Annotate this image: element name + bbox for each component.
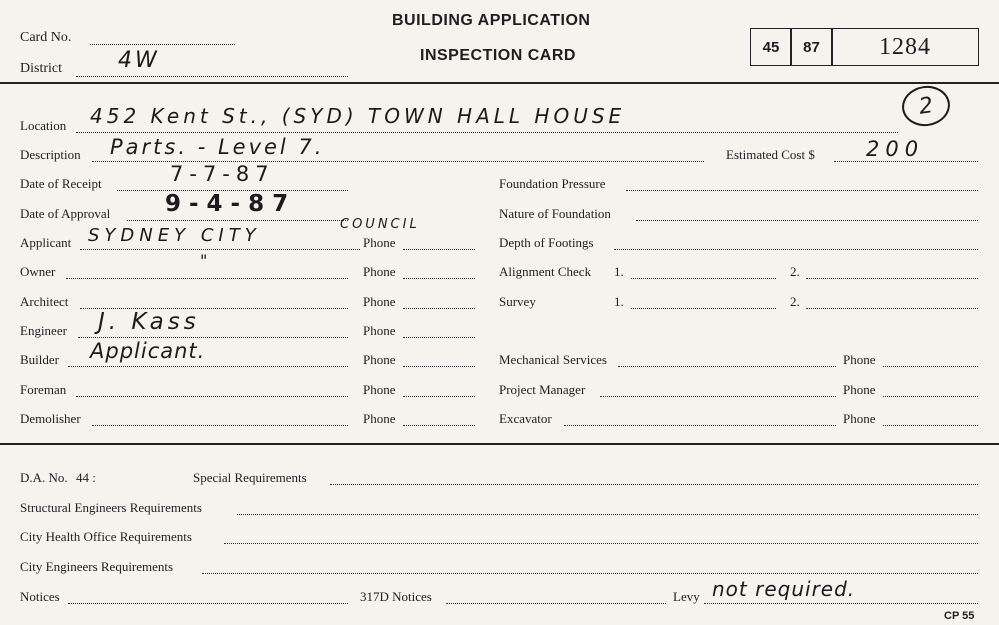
title-line1: BUILDING APPLICATION	[392, 12, 591, 29]
survey-num2: 2.	[790, 294, 800, 309]
form-code: CP 55	[944, 610, 975, 622]
mechanical-field[interactable]	[618, 366, 836, 367]
engineers-req-field[interactable]	[202, 573, 978, 574]
owner-phone-field[interactable]	[403, 278, 475, 279]
demolisher-label: Demolisher	[20, 411, 81, 426]
survey-field-2[interactable]	[806, 308, 978, 309]
notices-317d-field[interactable]	[446, 603, 666, 604]
levy-field[interactable]	[704, 603, 978, 604]
da-no-value: 44 :	[76, 470, 96, 485]
engineer-phone-label: Phone	[363, 323, 396, 338]
foreman-field[interactable]	[76, 396, 348, 397]
date-receipt-value: 7-7-87	[170, 162, 275, 186]
depth-footings-label: Depth of Footings	[499, 235, 594, 250]
mechanical-phone-label: Phone	[843, 352, 876, 367]
engineer-phone-field[interactable]	[403, 337, 475, 338]
applicant-value: SYDNEY CITY	[88, 225, 261, 246]
date-approval-value: 9-4-87	[165, 191, 297, 217]
applicant-phone-label: Phone	[363, 235, 396, 250]
foreman-label: Foreman	[20, 382, 67, 397]
card-no-label: Card No.	[20, 30, 72, 45]
location-value: 452 Kent St., (SYD) TOWN HALL HOUSE	[90, 104, 626, 128]
demolisher-phone-label: Phone	[363, 411, 396, 426]
excavator-field[interactable]	[564, 425, 836, 426]
builder-label: Builder	[20, 352, 59, 367]
health-req-field[interactable]	[224, 543, 978, 544]
health-req-label: City Health Office Requirements	[20, 529, 192, 544]
foreman-phone-field[interactable]	[403, 396, 475, 397]
date-approval-field[interactable]	[127, 220, 348, 221]
district-label: District	[20, 61, 62, 76]
special-req-label: Special Requirements	[193, 470, 307, 485]
owner-phone-label: Phone	[363, 264, 396, 279]
builder-value: Applicant.	[90, 339, 206, 363]
engineer-value: J. Kass	[98, 309, 200, 335]
levy-label: Levy	[673, 589, 700, 604]
estimated-cost-label: Estimated Cost $	[726, 147, 815, 162]
estimated-cost-field[interactable]	[834, 161, 978, 162]
special-req-field[interactable]	[330, 484, 978, 485]
engineer-field[interactable]	[78, 337, 348, 338]
nature-foundation-field[interactable]	[636, 220, 978, 221]
structural-req-label: Structural Engineers Requirements	[20, 500, 202, 515]
builder-phone-field[interactable]	[403, 366, 475, 367]
card-year: 87	[790, 28, 833, 66]
architect-phone-label: Phone	[363, 294, 396, 309]
circled-number: 2	[899, 83, 952, 129]
excavator-label: Excavator	[499, 411, 552, 426]
notices-field[interactable]	[68, 603, 348, 604]
owner-label: Owner	[20, 264, 56, 279]
demolisher-field[interactable]	[92, 425, 348, 426]
mechanical-phone-field[interactable]	[883, 366, 978, 367]
applicant-field[interactable]	[80, 249, 360, 250]
notices-label: Notices	[20, 589, 60, 604]
card-number: 1284	[831, 28, 979, 66]
survey-label: Survey	[499, 294, 536, 309]
architect-label: Architect	[20, 294, 69, 309]
survey-field-1[interactable]	[631, 308, 776, 309]
foreman-phone-label: Phone	[363, 382, 396, 397]
project-manager-field[interactable]	[600, 396, 836, 397]
alignment-field-1[interactable]	[631, 278, 776, 279]
survey-num1: 1.	[614, 294, 624, 309]
applicant-label: Applicant	[20, 235, 72, 250]
description-value: Parts. - Level 7.	[110, 135, 325, 159]
alignment-field-2[interactable]	[806, 278, 978, 279]
structural-req-field[interactable]	[237, 514, 978, 515]
project-manager-label: Project Manager	[499, 382, 586, 397]
builder-field[interactable]	[68, 366, 348, 367]
alignment-num2: 2.	[790, 264, 800, 279]
district-value: 4W	[118, 48, 160, 73]
card-no-field[interactable]	[90, 44, 235, 45]
project-manager-phone-label: Phone	[843, 382, 876, 397]
notices-317d-label: 317D Notices	[360, 589, 432, 604]
description-label: Description	[20, 147, 81, 162]
foundation-pressure-field[interactable]	[626, 190, 978, 191]
levy-value: not required.	[712, 577, 856, 601]
location-label: Location	[20, 118, 67, 133]
location-field[interactable]	[76, 132, 898, 133]
project-manager-phone-field[interactable]	[883, 396, 978, 397]
depth-footings-field[interactable]	[614, 249, 978, 250]
demolisher-phone-field[interactable]	[403, 425, 475, 426]
alignment-num1: 1.	[614, 264, 624, 279]
section-divider	[0, 443, 999, 445]
mechanical-label: Mechanical Services	[499, 352, 607, 367]
owner-field[interactable]	[66, 278, 348, 279]
engineers-req-label: City Engineers Requirements	[20, 559, 174, 574]
card-year-prefix: 45	[750, 28, 792, 66]
excavator-phone-field[interactable]	[883, 425, 978, 426]
engineer-label: Engineer	[20, 323, 67, 338]
estimated-cost-value: 200	[866, 137, 925, 161]
da-no-label: D.A. No.	[20, 470, 68, 485]
foundation-pressure-label: Foundation Pressure	[499, 176, 606, 191]
architect-phone-field[interactable]	[403, 308, 475, 309]
applicant-phone-field[interactable]	[403, 249, 475, 250]
excavator-phone-label: Phone	[843, 411, 876, 426]
applicant-value-council: COUNCIL	[340, 217, 420, 232]
district-field[interactable]	[76, 76, 348, 77]
date-approval-label: Date of Approval	[20, 206, 111, 221]
owner-value: "	[200, 251, 211, 270]
nature-foundation-label: Nature of Foundation	[499, 206, 611, 221]
alignment-check-label: Alignment Check	[499, 264, 592, 279]
title-line2: INSPECTION CARD	[420, 47, 576, 64]
builder-phone-label: Phone	[363, 352, 396, 367]
header-divider	[0, 82, 999, 84]
date-receipt-label: Date of Receipt	[20, 176, 102, 191]
